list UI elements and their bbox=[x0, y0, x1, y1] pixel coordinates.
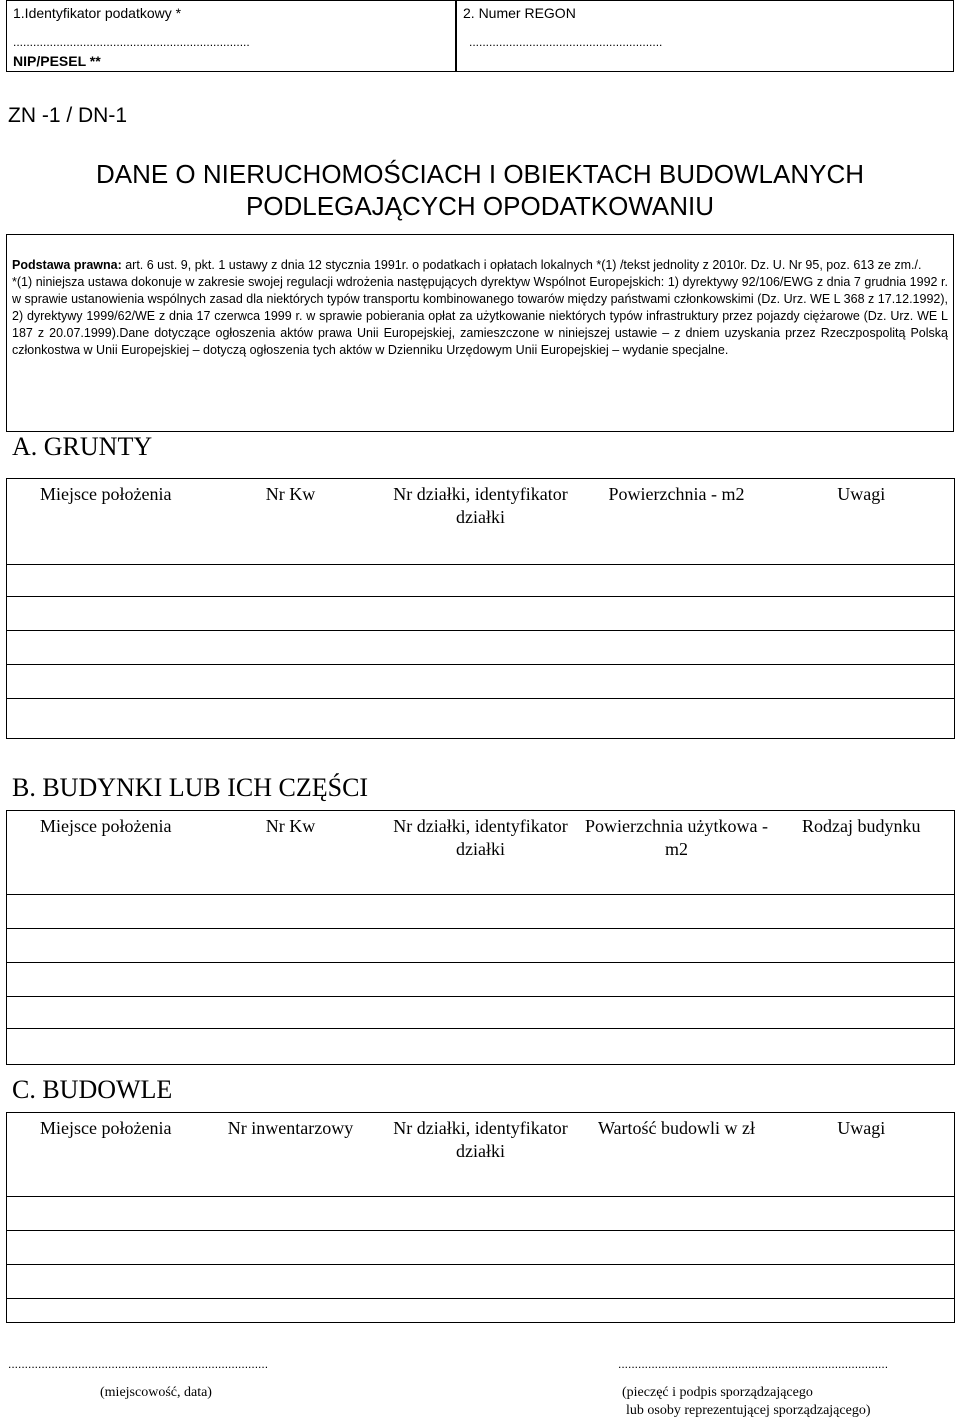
col-header: Nr Kw bbox=[205, 811, 377, 865]
table-row[interactable] bbox=[7, 1197, 955, 1231]
col-header: Uwagi bbox=[769, 479, 955, 535]
col-header: Miejsce położenia bbox=[7, 479, 205, 535]
tax-id-box bbox=[6, 0, 456, 72]
table-row[interactable] bbox=[7, 535, 955, 565]
tax-id-field[interactable]: ....................................................................... bbox=[13, 35, 250, 49]
table-row[interactable] bbox=[7, 665, 955, 699]
section-b-title: B. BUDYNKI LUB ICH CZĘŚCI bbox=[12, 773, 369, 802]
place-date-caption: (miejscowość, data) bbox=[100, 1385, 212, 1400]
col-header: Uwagi bbox=[769, 1113, 955, 1169]
col-header: Miejsce położenia bbox=[7, 811, 205, 865]
section-b-table bbox=[6, 810, 955, 1065]
tax-id-label: 1.Identyfikator podatkowy * bbox=[13, 5, 182, 21]
col-header: Rodzaj budynku bbox=[769, 811, 955, 865]
regon-label: 2. Numer REGON bbox=[463, 5, 576, 21]
table-row[interactable] bbox=[7, 565, 955, 597]
col-header: Nr Kw bbox=[205, 479, 377, 535]
table-row[interactable] bbox=[7, 895, 955, 929]
regon-box bbox=[456, 0, 954, 72]
table-row[interactable] bbox=[7, 631, 955, 665]
col-header: Miejsce położenia bbox=[7, 1113, 205, 1169]
section-c-table bbox=[6, 1112, 955, 1323]
legal-basis-box bbox=[6, 234, 954, 432]
section-c-title: C. BUDOWLE bbox=[12, 1075, 173, 1104]
col-header: Wartość budowli w zł bbox=[585, 1113, 769, 1169]
signature-field[interactable]: ................................................................................. bbox=[618, 1357, 889, 1371]
page-title-line1: DANE O NIERUCHOMOŚCIACH I OBIEKTACH BUDOWLANYCH bbox=[95, 159, 865, 189]
signature-caption-line1: (pieczęć i podpis sporządzającego bbox=[622, 1385, 813, 1400]
table-row[interactable] bbox=[7, 963, 955, 997]
tax-id-sublabel: NIP/PESEL ** bbox=[13, 53, 101, 69]
col-header: Nr działki, identyfikator działki bbox=[377, 479, 585, 535]
legal-basis-text: art. 6 ust. 9, pkt. 1 ustawy z dnia 12 stycznia 1991r. o podatkach i opłatach lokalnych *(1) /tekst jednolity z 2010r. Dz. U. Nr 95, poz. 613 ze zm./. bbox=[121, 258, 922, 272]
col-header: Nr działki, identyfikator działki bbox=[377, 811, 585, 865]
table-row[interactable] bbox=[7, 1231, 955, 1265]
table-row[interactable] bbox=[7, 597, 955, 631]
section-a-table bbox=[6, 478, 955, 739]
regon-field[interactable]: .......................................................... bbox=[469, 35, 663, 49]
col-header: Nr inwentarzowy bbox=[205, 1113, 377, 1169]
col-header: Powierzchnia użytkowa - m2 bbox=[585, 811, 769, 865]
signature-caption-line2: lub osoby reprezentującej sporządzającego) bbox=[626, 1403, 871, 1418]
table-row[interactable] bbox=[7, 1299, 955, 1323]
col-header: Powierzchnia - m2 bbox=[585, 479, 769, 535]
page-title-line2: PODLEGAJĄCYCH OPODATKOWANIU bbox=[245, 191, 715, 221]
table-row[interactable] bbox=[7, 1169, 955, 1197]
section-a-title: A. GRUNTY bbox=[12, 432, 153, 461]
place-date-field[interactable]: .............................................................................. bbox=[8, 1357, 269, 1371]
table-row[interactable] bbox=[7, 1265, 955, 1299]
table-row[interactable] bbox=[7, 699, 955, 739]
table-row[interactable] bbox=[7, 1029, 955, 1065]
form-code: ZN -1 / DN-1 bbox=[8, 104, 128, 127]
table-row[interactable] bbox=[7, 865, 955, 895]
table-row[interactable] bbox=[7, 997, 955, 1029]
legal-note: *(1) niniejsza ustawa dokonuje w zakresie swojej regulacji wdrożenia następujących dyrektyw Wspólnot Europejskich: 1) dyrektywy 92/106/EWG z dnia 7 grudnia 1992 r. w sprawie ustanowienia wspólnych zasad dla niektórych typów transportu kombinowanego towarów między państwami członkowskimi (Dz. Urz. WE L 368 z 17.12.1992), 2) dyrektywy 1999/62/WE z dnia 17 czerwca 1999 r. w sprawie pobierania opłat za użytkowanie niektórych typów infrastruktury przez pojazdy ciężarowe (Dz. Urz. WE L 187 z 20.07.1999).Dane dotyczące ogłoszenia aktów prawa Unii Europejskiej, zamieszczone w niniejszej ustawie – z dniem uzyskania przez Rzeczpospolitą Polską członkostwa w Unii Europejskiej – dotyczą ogłoszenia tych aktów w Dzienniku Urzędowym Unii Europejskiej – wydanie specjalne. bbox=[12, 275, 948, 357]
col-header: Nr działki, identyfikator działki bbox=[377, 1113, 585, 1169]
table-row[interactable] bbox=[7, 929, 955, 963]
legal-basis-label: Podstawa prawna: bbox=[12, 258, 122, 272]
